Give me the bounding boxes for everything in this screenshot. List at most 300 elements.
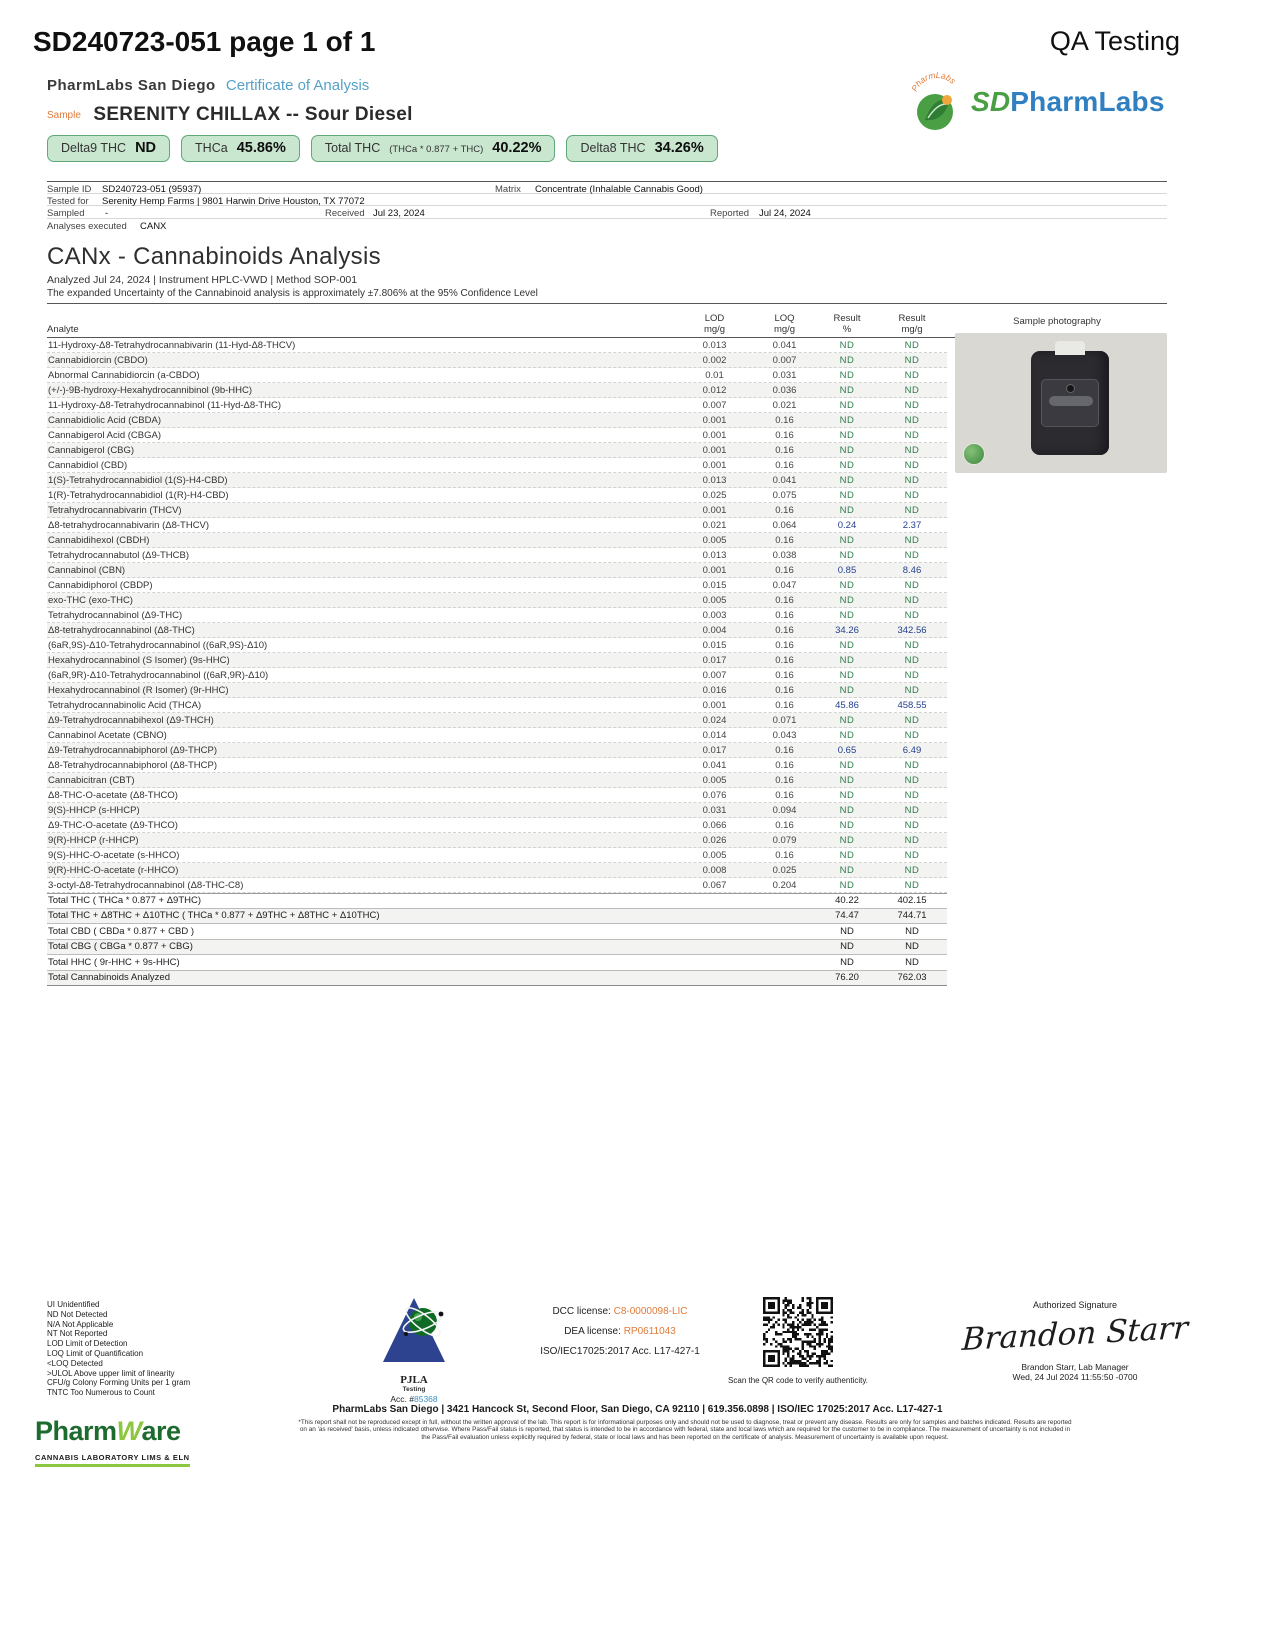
legend-item: ND Not Detected — [47, 1309, 108, 1319]
analyte-name: Δ8-tetrahydrocannabivarin (Δ8-THCV) — [48, 519, 210, 531]
device-script — [1049, 396, 1093, 406]
signer-name: Brandon Starr, Lab Manager — [1021, 1362, 1129, 1372]
result-mg: ND — [904, 759, 920, 771]
loq-value: 0.16 — [775, 744, 794, 756]
document-id: SD240723-051 page 1 of 1 — [33, 26, 376, 57]
result-mg: ND — [904, 729, 920, 741]
lod-value: 0.025 — [702, 489, 727, 501]
lod-value: 0.015 — [702, 639, 727, 651]
analyte-name: 9(R)-HHC-O-acetate (r-HHCO) — [48, 864, 179, 876]
lod-value: 0.013 — [702, 339, 727, 351]
result-pct: ND — [839, 414, 855, 426]
result-pct: ND — [839, 669, 855, 681]
analyte-rows — [47, 338, 947, 986]
total-row — [47, 924, 947, 940]
total-row — [47, 893, 947, 909]
total-row — [47, 971, 947, 987]
lod-value: 0.076 — [702, 789, 727, 801]
table-row — [47, 728, 947, 743]
result-pct: ND — [839, 429, 855, 441]
loq-value: 0.16 — [775, 639, 794, 651]
result-mg: ND — [904, 429, 920, 441]
result-mg: 762.03 — [897, 972, 927, 984]
vape-device-image — [1031, 351, 1109, 455]
lod-value: 0.001 — [702, 414, 727, 426]
info-row-4 — [47, 219, 1167, 232]
analyte-name: 11-Hydroxy-Δ8-Tetrahydrocannabinol (11-Hyd-Δ8-THC) — [48, 399, 282, 411]
lod-value: 0.013 — [702, 549, 727, 561]
result-mg: ND — [904, 354, 920, 366]
table-row — [47, 353, 947, 368]
result-mg: 402.15 — [897, 895, 927, 907]
cannabinoids-analysis-section — [47, 243, 1167, 986]
sample-info — [47, 181, 1167, 231]
loq-value: 0.031 — [772, 369, 797, 381]
legend-item: >ULOL Above upper limit of linearity — [47, 1368, 175, 1378]
loq-value: 0.16 — [775, 684, 794, 696]
lab-title — [47, 77, 369, 94]
analyte-name: Cannabigerol Acid (CBGA) — [48, 429, 161, 441]
result-mg: ND — [904, 864, 920, 876]
legend-item: TNTC Too Numerous to Count — [47, 1388, 155, 1398]
lod-value: 0.007 — [702, 669, 727, 681]
lod-value: 0.013 — [702, 474, 727, 486]
result-pct: 45.86 — [835, 699, 859, 711]
result-pct: ND — [839, 594, 855, 606]
lod-value: 0.041 — [702, 759, 727, 771]
table-row — [47, 803, 947, 818]
result-mg: 458.55 — [897, 699, 927, 711]
analyte-name: 11-Hydroxy-Δ8-Tetrahydrocannabivarin (11-Hyd-Δ8-THCV) — [48, 339, 296, 351]
analyte-name: Cannabicitran (CBT) — [48, 774, 135, 786]
analyte-name: Cannabidiorcin (CBDO) — [48, 354, 148, 366]
abbreviation-legend — [47, 1300, 190, 1398]
pharmware-wordmark: PharmWare — [35, 1416, 181, 1446]
result-pct: ND — [839, 369, 855, 381]
analyte-name: 1(R)-Tetrahydrocannabidiol (1(R)-H4-CBD) — [48, 489, 229, 501]
lod-value: 0.008 — [702, 864, 727, 876]
table-row — [47, 878, 947, 893]
analyses-value: CANX — [140, 220, 167, 232]
analyte-name: Tetrahydrocannabinol (Δ9-THC) — [48, 609, 183, 621]
result-mg: ND — [904, 504, 920, 516]
result-pct: ND — [839, 579, 855, 591]
result-pct: 0.24 — [837, 519, 857, 531]
analyte-name: Tetrahydrocannabinolic Acid (THCA) — [48, 699, 202, 711]
disclaimer-line: the Pass/Fail evaluation unless explicitly required by federal, state or local laws and has been reported on the certificate of analysis. Measurement of uncertainty is available upon request. — [421, 1433, 949, 1441]
badge-thca — [181, 135, 300, 162]
received-label: Received — [325, 208, 365, 219]
badge-value: 34.26% — [654, 140, 704, 156]
table-row — [47, 773, 947, 788]
lod-value: 0.015 — [702, 579, 727, 591]
analyses-label: Analyses executed — [47, 220, 127, 232]
table-row — [47, 383, 947, 398]
signature-script: Brandon Starr — [961, 1310, 1189, 1358]
analyte-name: 9(S)-HHCP (s-HHCP) — [48, 804, 140, 816]
table-row — [47, 848, 947, 863]
analyte-name: (6aR,9R)-Δ10-Tetrahydrocannabinol ((6aR,9R)-Δ10) — [48, 669, 269, 681]
result-pct: ND — [839, 384, 855, 396]
total-label: Total Cannabinoids Analyzed — [48, 972, 171, 984]
analyte-name: Tetrahydrocannabutol (Δ9-THCB) — [48, 549, 189, 561]
loq-value: 0.036 — [772, 384, 797, 396]
table-row — [47, 818, 947, 833]
info-row-1 — [47, 181, 1167, 194]
dea-license: DEA license: RP0611043 — [564, 1326, 676, 1337]
header-lod: LOD mg/g — [703, 313, 726, 335]
analyte-name: 3-octyl-Δ8-Tetrahydrocannabinol (Δ8-THC-C8) — [48, 879, 244, 891]
result-mg: ND — [904, 849, 920, 861]
table-row — [47, 788, 947, 803]
result-mg: 744.71 — [897, 910, 927, 922]
table-row — [47, 518, 947, 533]
result-mg: ND — [904, 879, 920, 891]
loq-value: 0.16 — [775, 564, 794, 576]
pharmware-logo — [35, 1416, 235, 1467]
result-mg: 8.46 — [902, 564, 922, 576]
table-row — [47, 578, 947, 593]
result-pct: 76.20 — [835, 972, 859, 984]
loq-value: 0.043 — [772, 729, 797, 741]
lod-value: 0.007 — [702, 399, 727, 411]
analyte-name: (+/-)-9B-hydroxy-Hexahydrocannibinol (9b-HHC) — [48, 384, 253, 396]
table-row — [47, 443, 947, 458]
result-pct: ND — [839, 849, 855, 861]
result-pct: 0.65 — [837, 744, 857, 756]
loq-value: 0.047 — [772, 579, 797, 591]
table-row — [47, 398, 947, 413]
tested-for-label: Tested for — [47, 195, 89, 207]
result-pct: ND — [839, 804, 855, 816]
lod-value: 0.003 — [702, 609, 727, 621]
loq-value: 0.16 — [775, 444, 794, 456]
result-mg: ND — [904, 534, 920, 546]
result-mg: 2.37 — [902, 519, 922, 531]
result-pct: ND — [839, 534, 855, 546]
pjla-accession: Acc. #85368 — [390, 1394, 438, 1404]
device-label — [1041, 379, 1099, 427]
loq-value: 0.16 — [775, 594, 794, 606]
loq-value: 0.041 — [772, 474, 797, 486]
analyte-name: Cannabidihexol (CBDH) — [48, 534, 150, 546]
device-logo-dot — [1066, 384, 1075, 393]
lod-value: 0.031 — [702, 804, 727, 816]
result-mg: 6.49 — [902, 744, 922, 756]
sampled-value: - — [105, 208, 109, 219]
license-block — [520, 1306, 720, 1366]
dcc-license: DCC license: C8-0000098-LIC — [552, 1306, 688, 1317]
result-pct: ND — [839, 354, 855, 366]
result-pct: ND — [840, 956, 854, 968]
lod-value: 0.001 — [702, 699, 727, 711]
svg-text:PharmLabs: PharmLabs — [909, 70, 958, 94]
reported-label: Reported — [710, 208, 750, 219]
loq-value: 0.041 — [772, 339, 797, 351]
disclaimer-line: *This report shall not be reproduced except in full, without the written approval of the lab. This report is for informational purposes only and should not be used to diagnose, treat or prevent any disease. Results are only for samples and batches indicated. Results are reported — [298, 1419, 1072, 1426]
table-row — [47, 563, 947, 578]
loq-value: 0.16 — [775, 414, 794, 426]
analyte-name: Cannabigerol (CBG) — [48, 444, 135, 456]
badge-delta9-thc — [47, 135, 170, 162]
lod-value: 0.016 — [702, 684, 727, 696]
loq-value: 0.038 — [772, 549, 797, 561]
lod-value: 0.014 — [702, 729, 727, 741]
table-row — [47, 698, 947, 713]
pjla-accreditation — [366, 1296, 462, 1404]
section-title: CANx - Cannabinoids Analysis — [47, 243, 381, 270]
result-mg: ND — [904, 369, 920, 381]
table-row — [47, 368, 947, 383]
table-row — [47, 638, 947, 653]
badge-formula: (THCa * 0.877 + THC) — [389, 144, 484, 155]
loq-value: 0.204 — [772, 879, 797, 891]
result-mg: ND — [904, 774, 920, 786]
header-result-mg: Result mg/g — [898, 313, 926, 335]
result-mg: ND — [905, 941, 919, 953]
result-pct: ND — [839, 789, 855, 801]
table-row — [47, 668, 947, 683]
result-mg: ND — [904, 609, 920, 621]
pharmlabs-leaf-icon — [905, 70, 967, 134]
table-row — [47, 743, 947, 758]
loq-value: 0.16 — [775, 459, 794, 471]
badge-label: Delta8 THC — [580, 141, 646, 155]
analyte-name: 9(R)-HHCP (r-HHCP) — [48, 834, 139, 846]
result-mg: ND — [904, 669, 920, 681]
result-mg: 342.56 — [897, 624, 927, 636]
matrix-label: Matrix — [495, 184, 521, 195]
loq-value: 0.025 — [772, 864, 797, 876]
result-pct: ND — [839, 714, 855, 726]
result-mg: ND — [904, 819, 920, 831]
analysis-meta: Analyzed Jul 24, 2024 | Instrument HPLC-VWD | Method SOP-001 — [47, 274, 358, 286]
lod-value: 0.005 — [702, 534, 727, 546]
analyte-name: Cannabidiolic Acid (CBDA) — [48, 414, 161, 426]
loq-value: 0.16 — [775, 654, 794, 666]
pharmware-subtitle: CANNABIS LABORATORY LIMS & ELN — [35, 1453, 190, 1467]
signature-block — [955, 1300, 1195, 1382]
table-row — [47, 623, 947, 638]
certificate-of-analysis-label: Certificate of Analysis — [225, 77, 370, 94]
table-row — [47, 593, 947, 608]
result-mg: ND — [904, 459, 920, 471]
lod-value: 0.067 — [702, 879, 727, 891]
table-row — [47, 608, 947, 623]
legend-item: LOD Limit of Detection — [47, 1339, 128, 1349]
legend-item: CFU/g Colony Forming Units per 1 gram — [47, 1378, 191, 1388]
result-mg: ND — [904, 444, 920, 456]
loq-value: 0.16 — [775, 669, 794, 681]
lod-value: 0.012 — [702, 384, 727, 396]
result-mg: ND — [904, 804, 920, 816]
result-pct: ND — [839, 474, 855, 486]
analyte-name: (6aR,9S)-Δ10-Tetrahydrocannabinol ((6aR,9S)-Δ10) — [48, 639, 268, 651]
potency-badges — [47, 135, 718, 162]
disclaimer-text — [215, 1419, 1155, 1441]
info-row-3 — [47, 206, 1167, 219]
result-pct: ND — [839, 819, 855, 831]
analyte-name: Cannabidiol (CBD) — [48, 459, 128, 471]
table-row — [47, 503, 947, 518]
badge-value: ND — [135, 140, 157, 156]
lod-value: 0.01 — [705, 369, 724, 381]
sample-line — [47, 104, 413, 126]
loq-value: 0.16 — [775, 504, 794, 516]
pjla-name: PJLA — [400, 1374, 428, 1386]
iso-accreditation: ISO/IEC17025:2017 Acc. L17-427-1 — [540, 1346, 700, 1357]
analyte-name: Cannabinol (CBN) — [48, 564, 126, 576]
result-pct: 34.26 — [835, 624, 859, 636]
header-analyte: Analyte — [47, 324, 79, 335]
table-row — [47, 683, 947, 698]
analyte-name: Δ9-THC-O-acetate (Δ9-THCO) — [48, 819, 178, 831]
lab-address-line: PharmLabs San Diego | 3421 Hancock St, Second Floor, San Diego, CA 92110 | 619.356.0898 | ISO/IEC 17025:2017 Acc. L17-427-1 — [332, 1404, 943, 1415]
result-pct: ND — [839, 549, 855, 561]
result-mg: ND — [904, 414, 920, 426]
info-row-2 — [47, 194, 1167, 207]
result-pct: ND — [839, 684, 855, 696]
result-mg: ND — [904, 684, 920, 696]
lod-value: 0.066 — [702, 819, 727, 831]
analyte-name: Hexahydrocannabinol (R Isomer) (9r-HHC) — [48, 684, 229, 696]
brand-sd: SD — [971, 86, 1011, 117]
lod-value: 0.005 — [702, 594, 727, 606]
result-mg: ND — [904, 384, 920, 396]
result-pct: ND — [839, 864, 855, 876]
badge-label: Delta9 THC — [61, 141, 127, 155]
received-value: Jul 23, 2024 — [373, 208, 425, 219]
table-row — [47, 428, 947, 443]
result-pct: 0.85 — [837, 564, 857, 576]
result-mg: ND — [904, 789, 920, 801]
result-mg: ND — [904, 549, 920, 561]
sample-id-value: SD240723-051 (95937) — [102, 184, 202, 195]
sample-name: SERENITY CHILLAX -- Sour Diesel — [93, 104, 413, 125]
authorized-signature-label: Authorized Signature — [1032, 1300, 1118, 1310]
loq-value: 0.16 — [775, 759, 794, 771]
result-mg: ND — [905, 956, 919, 968]
analyte-name: Δ8-tetrahydrocannabinol (Δ8-THC) — [48, 624, 195, 636]
pjla-logo-icon — [379, 1296, 449, 1368]
result-pct: ND — [840, 941, 854, 953]
lod-value: 0.001 — [702, 564, 727, 576]
loq-value: 0.094 — [772, 804, 797, 816]
lod-value: 0.004 — [702, 624, 727, 636]
result-mg: ND — [904, 474, 920, 486]
total-label: Total CBG ( CBGa * 0.877 + CBG) — [48, 941, 193, 953]
result-pct: ND — [839, 489, 855, 501]
legend-item: N/A Not Applicable — [47, 1319, 114, 1329]
analyte-name: exo-THC (exo-THC) — [48, 594, 133, 606]
lod-value: 0.002 — [702, 354, 727, 366]
result-pct: ND — [839, 879, 855, 891]
table-row — [47, 863, 947, 878]
analyte-name: Δ9-Tetrahydrocannabihexol (Δ9-THCH) — [48, 714, 214, 726]
analyte-name: Abnormal Cannabidiorcin (a-CBDO) — [48, 369, 200, 381]
table-row — [47, 473, 947, 488]
total-row — [47, 955, 947, 971]
tested-for-value: Serenity Hemp Farms | 9801 Harwin Drive Houston, TX 77072 — [102, 195, 365, 207]
table-row — [47, 653, 947, 668]
analyte-name: Cannabidiphorol (CBDP) — [48, 579, 153, 591]
legend-item: <LOQ Detected — [47, 1358, 103, 1368]
result-pct: ND — [839, 609, 855, 621]
lod-value: 0.017 — [702, 654, 727, 666]
loq-value: 0.16 — [775, 609, 794, 621]
lab-name: PharmLabs San Diego — [47, 77, 216, 94]
badge-total-thc — [311, 135, 556, 162]
table-row — [47, 488, 947, 503]
lod-value: 0.021 — [702, 519, 727, 531]
loq-value: 0.021 — [772, 399, 797, 411]
reported-value: Jul 24, 2024 — [759, 208, 811, 219]
result-mg: ND — [904, 834, 920, 846]
matrix-value: Concentrate (Inhalable Cannabis Good) — [535, 184, 703, 195]
pjla-sub: Testing — [402, 1386, 426, 1393]
loq-value: 0.16 — [775, 849, 794, 861]
lod-value: 0.001 — [702, 429, 727, 441]
total-row — [47, 909, 947, 925]
sample-photo — [955, 333, 1167, 473]
brand-pharmlabs: PharmLabs — [1010, 86, 1165, 117]
lod-value: 0.005 — [702, 849, 727, 861]
loq-value: 0.16 — [775, 624, 794, 636]
result-pct: ND — [839, 339, 855, 351]
result-mg: ND — [904, 339, 920, 351]
table-row — [47, 758, 947, 773]
analyte-name: Δ8-Tetrahydrocannabiphorol (Δ8-THCP) — [48, 759, 217, 771]
qr-code — [763, 1297, 833, 1367]
result-pct: 74.47 — [835, 910, 859, 922]
analyte-name: 9(S)-HHC-O-acetate (s-HHCO) — [48, 849, 180, 861]
loq-value: 0.071 — [772, 714, 797, 726]
lod-value: 0.017 — [702, 744, 727, 756]
result-pct: ND — [839, 759, 855, 771]
analyte-name: Hexahydrocannabinol (S Isomer) (9s-HHC) — [48, 654, 230, 666]
result-pct: 40.22 — [835, 895, 859, 907]
badge-value: 45.86% — [236, 140, 286, 156]
total-label: Total HHC ( 9r-HHC + 9s-HHC) — [48, 956, 180, 968]
table-row — [47, 533, 947, 548]
result-pct: ND — [839, 639, 855, 651]
table-row — [47, 833, 947, 848]
brand-wordmark — [971, 86, 1165, 118]
loq-value: 0.16 — [775, 819, 794, 831]
header-result-pct: Result % — [833, 313, 861, 335]
lod-value: 0.026 — [702, 834, 727, 846]
analyte-name: 1(S)-Tetrahydrocannabidiol (1(S)-H4-CBD) — [48, 474, 228, 486]
legend-item: LOQ Limit of Quantification — [47, 1348, 144, 1358]
result-pct: ND — [839, 834, 855, 846]
sample-tag: Sample — [47, 110, 81, 121]
lod-value: 0.001 — [702, 444, 727, 456]
badge-delta8-thc — [566, 135, 717, 162]
analyte-name: Cannabinol Acetate (CBNO) — [48, 729, 167, 741]
result-pct: ND — [839, 729, 855, 741]
table-row — [47, 338, 947, 353]
total-label: Total THC ( THCa * 0.877 + Δ9THC) — [48, 895, 202, 907]
badge-value: 40.22% — [492, 140, 542, 156]
loq-value: 0.079 — [772, 834, 797, 846]
disclaimer-line: on an 'as received' basis, unless indicated otherwise. Where Pass/Fail status is reported, that status is intended to be in accordance with federal, state and local laws which are required for the customer to be in compliance. The measurement of uncertainty is not included in — [299, 1426, 1071, 1434]
sampled-label: Sampled — [47, 208, 85, 219]
loq-value: 0.007 — [772, 354, 797, 366]
loq-value: 0.16 — [775, 774, 794, 786]
total-label: Total THC + Δ8THC + Δ10THC ( THCa * 0.877 + Δ9THC + Δ8THC + Δ10THC) — [48, 910, 380, 922]
badge-label: Total THC — [324, 141, 381, 155]
legend-item: NT Not Reported — [47, 1329, 108, 1339]
